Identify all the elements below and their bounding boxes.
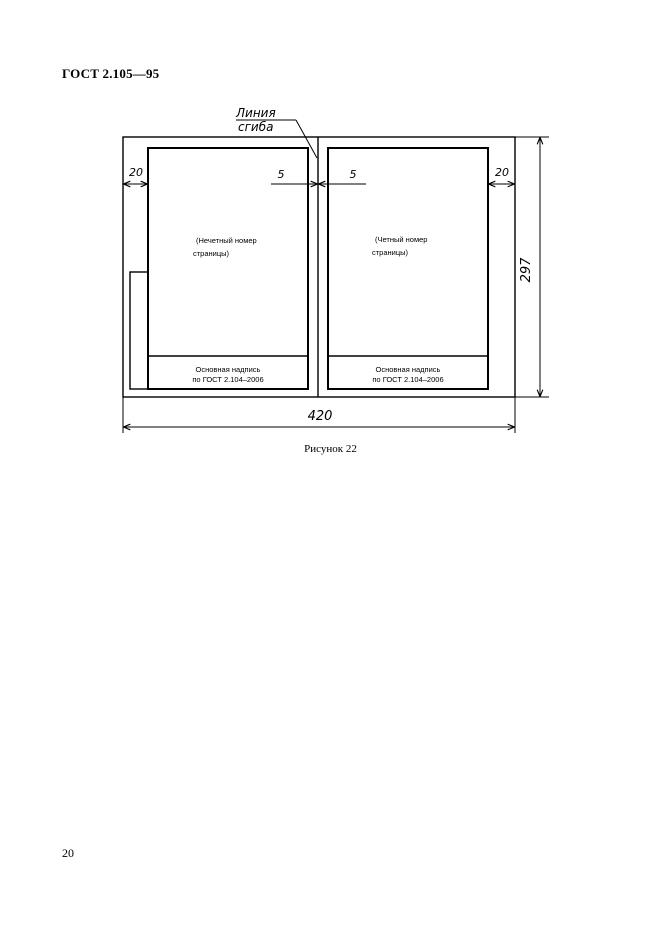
left-title-block-line2: по ГОСТ 2.104–2006 <box>192 375 264 384</box>
page-number: 20 <box>62 846 74 860</box>
fold-label-leader <box>296 120 317 158</box>
dim-width-label: 420 <box>307 409 333 424</box>
figure-caption: Рисунок 22 <box>304 443 357 455</box>
document-header: ГОСТ 2.105—95 <box>62 66 160 81</box>
left-title-block-line1: Основная надпись <box>195 365 261 374</box>
dim-right-margin-label: 20 <box>495 166 509 179</box>
dim-left-margin-label: 20 <box>129 166 143 179</box>
outer-sheet-border <box>123 137 515 397</box>
right-title-block-line1: Основная надпись <box>375 365 441 374</box>
fold-label-line1: Линия <box>236 106 276 120</box>
left-page-label-line2: страницы) <box>193 249 230 258</box>
dim-fold-gap-right-label: 5 <box>349 168 357 181</box>
right-page-label-line2: страницы) <box>372 248 409 257</box>
dim-fold-gap-left-label: 5 <box>277 168 285 181</box>
fold-label-line2: сгиба <box>238 120 274 134</box>
binding-strip <box>130 272 148 389</box>
left-page-label-line1: (Нечетный номер <box>196 236 257 245</box>
right-title-block-line2: по ГОСТ 2.104–2006 <box>372 375 444 384</box>
right-page-label-line1: (Четный номер <box>375 235 428 244</box>
dim-height-label: 297 <box>519 257 534 283</box>
